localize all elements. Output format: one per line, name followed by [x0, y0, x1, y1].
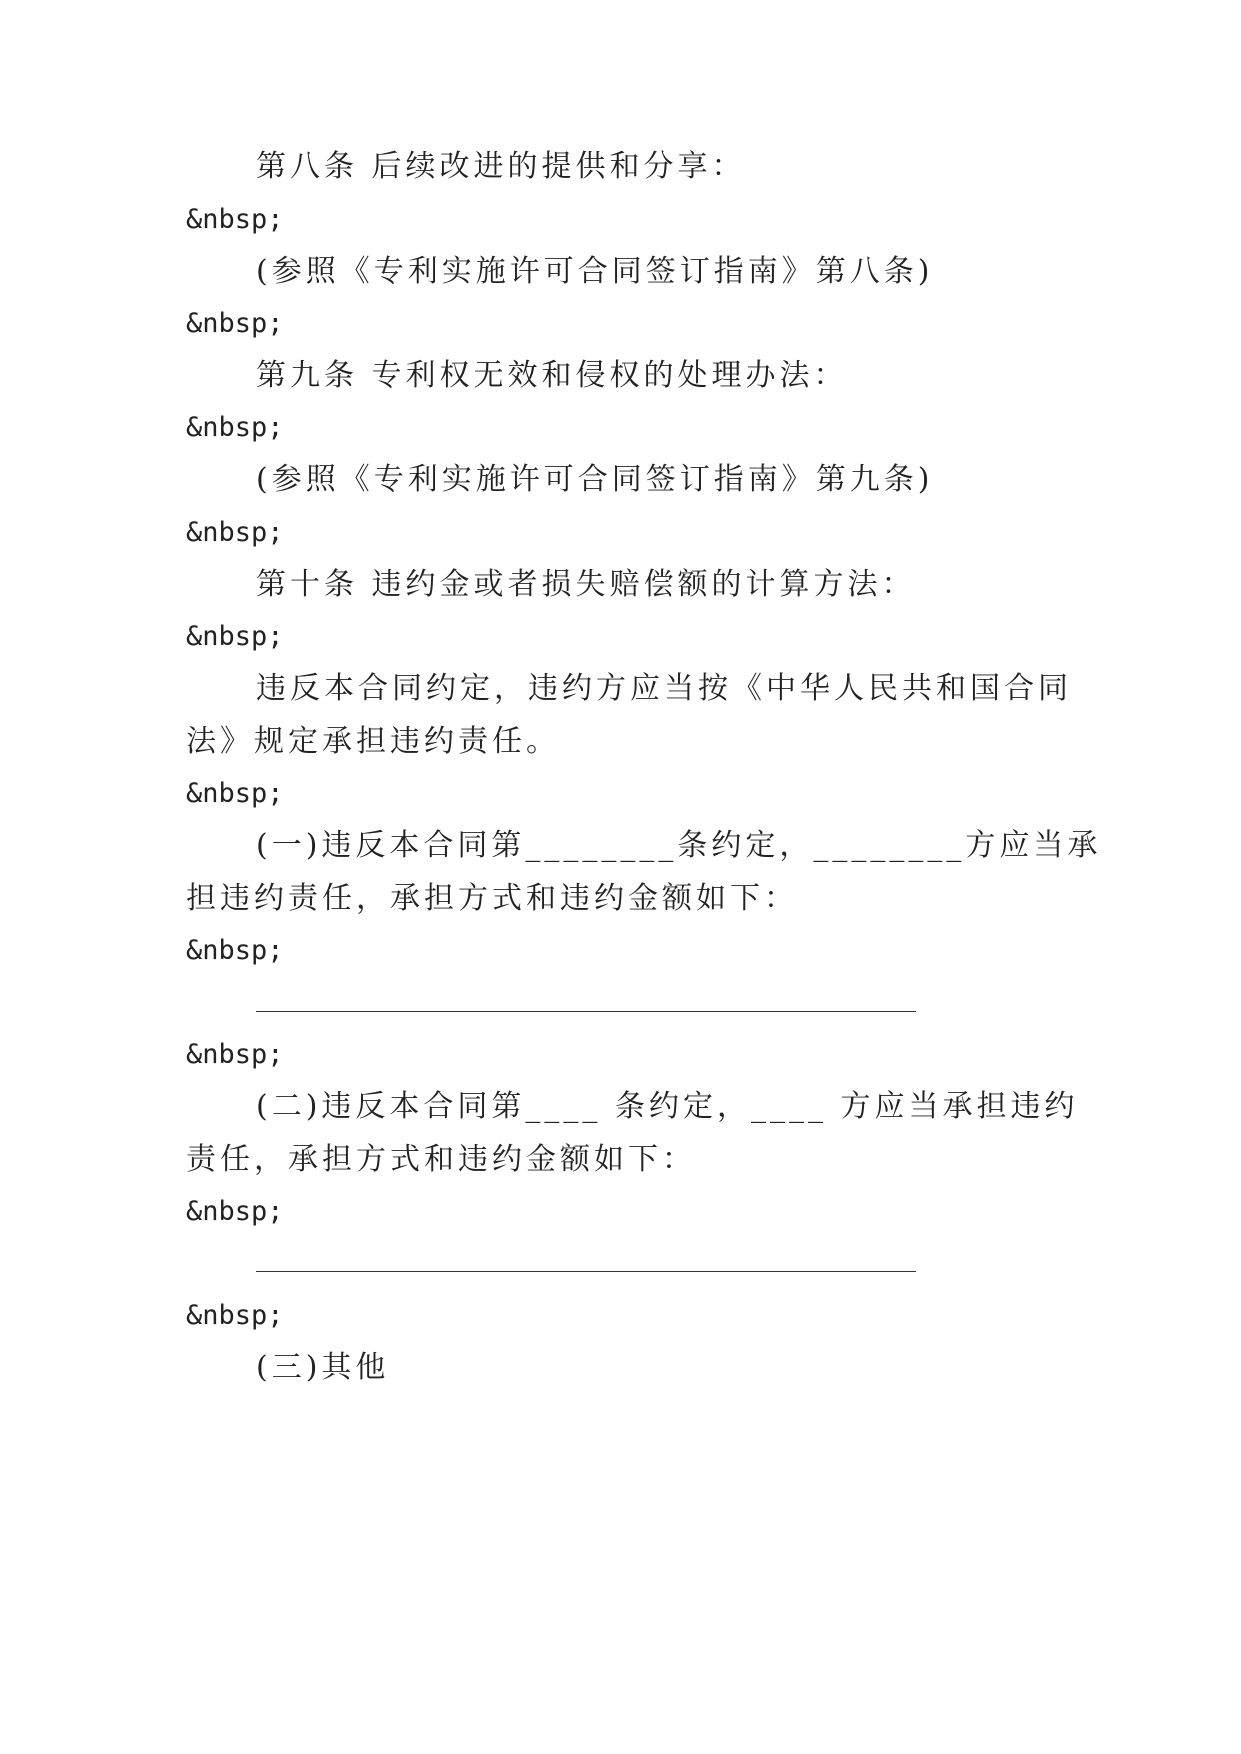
nbsp-entity-text: &nbsp; — [186, 778, 284, 809]
paragraph-line: 违反本合同约定，违约方应当按《中华人民共和国合同 — [256, 671, 1072, 706]
clause-two-line: 责任，承担方式和违约金额如下： — [186, 1142, 696, 1177]
blank-fill-line — [256, 1011, 916, 1012]
paragraph-line: 法》规定承担违约责任。 — [186, 724, 560, 759]
nbsp-entity-text: &nbsp; — [186, 412, 284, 443]
nbsp-entity-text: &nbsp; — [186, 1196, 284, 1227]
nbsp-entity-text: &nbsp; — [186, 935, 284, 966]
nbsp-entity-text: &nbsp; — [186, 308, 284, 339]
nbsp-entity-text: &nbsp; — [186, 1039, 284, 1070]
clause-one-line: 担违约责任，承担方式和违约金额如下： — [186, 881, 798, 916]
nbsp-entity-text: &nbsp; — [186, 621, 284, 652]
article-8-reference: (参照《专利实施许可合同签订指南》第八条) — [256, 254, 934, 289]
clause-one-line: (一)违反本合同第________条约定，________方应当承 — [256, 828, 1102, 863]
article-8-heading: 第八条 后续改进的提供和分享： — [256, 149, 746, 184]
article-9-heading: 第九条 专利权无效和侵权的处理办法： — [256, 358, 848, 393]
article-9-reference: (参照《专利实施许可合同签订指南》第九条) — [256, 462, 934, 497]
clause-three-line: (三)其他 — [256, 1350, 390, 1385]
nbsp-entity-text: &nbsp; — [186, 1300, 284, 1331]
nbsp-entity-text: &nbsp; — [186, 204, 284, 235]
nbsp-entity-text: &nbsp; — [186, 517, 284, 548]
article-10-heading: 第十条 违约金或者损失赔偿额的计算方法： — [256, 567, 916, 602]
blank-fill-line — [256, 1271, 916, 1272]
clause-two-line: (二)违反本合同第____ 条约定，____ 方应当承担违约 — [256, 1089, 1079, 1124]
